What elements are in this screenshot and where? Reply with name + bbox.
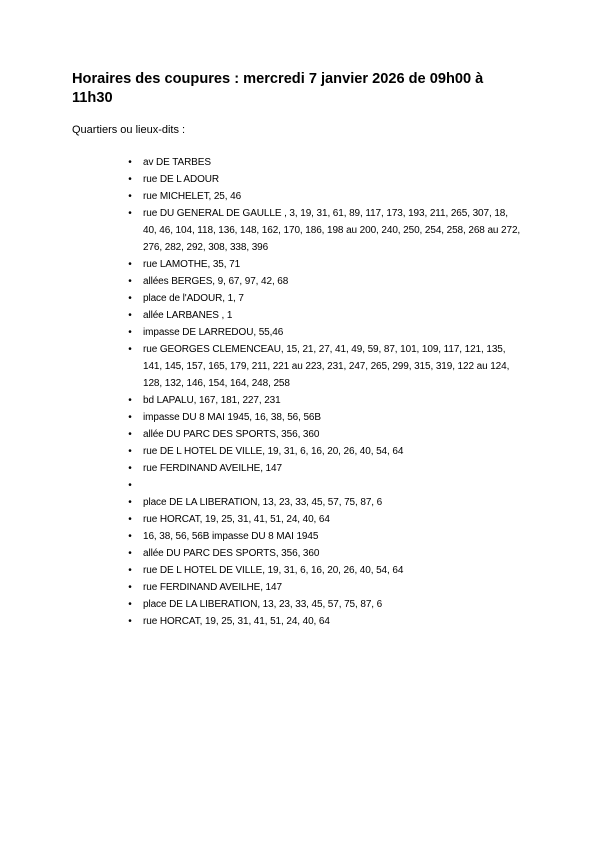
list-item-text: rue DE L ADOUR [143,174,220,185]
bullet-icon: • [128,616,132,627]
list-item [128,596,523,613]
bullet-icon: • [128,174,132,185]
list-item-text: bd LAPALU, 167, 181, 227, 231 [143,395,281,406]
list-item-text: av DE TARBES [143,157,211,168]
list-item-text: place de l'ADOUR, 1, 7 [143,293,244,304]
list-item [128,290,523,307]
list-item-text: impasse DU 8 MAI 1945, 16, 38, 56, 56B [143,412,321,423]
list-item [128,562,523,579]
bullet-icon: • [128,429,132,440]
bullet-icon: • [128,293,132,304]
list-item-text: 16, 38, 56, 56B impasse DU 8 MAI 1945 [143,531,319,542]
list-item-text: allée DU PARC DES SPORTS, 356, 360 [143,548,320,559]
bullet-icon: • [128,582,132,593]
list-item [128,154,523,171]
list-item-text: rue DU GENERAL DE GAULLE , 3, 19, 31, 61, 89, 117, 173, 193, 211, 265, 307, 18, 40, 46, 104, 118, 136, 148, 162, 170, 186, 198 au 200, 240, 250, 254, 258, 268 au 272, 276, 282, 292, 308, 338, 396 [143,208,521,253]
document-title: Horaires des coupures : mercredi 7 janvier 2026 de 09h00 à 11h30 [72,71,484,106]
street-list [128,154,523,630]
bullet-icon: • [128,208,132,219]
list-item [128,324,523,341]
list-item-text: rue HORCAT, 19, 25, 31, 41, 51, 24, 40, 64 [143,616,330,627]
list-item-text: rue DE L HOTEL DE VILLE, 19, 31, 6, 16, 20, 26, 40, 54, 64 [143,565,404,576]
bullet-icon: • [128,259,132,270]
bullet-icon: • [128,599,132,610]
list-item [128,494,523,511]
bullet-icon: • [128,565,132,576]
list-item [128,426,523,443]
list-item [128,273,523,290]
bullet-icon: • [128,446,132,457]
bullet-icon: • [128,497,132,508]
list-item-text: rue GEORGES CLEMENCEAU, 15, 21, 27, 41, 49, 59, 87, 101, 109, 117, 121, 135, 141, 145, 157, 165, 179, 211, 221 au 223, 231, 247, 265, 299, 315, 319, 122 au 124, 128, 132, 146, 154, 164, 248, 258 [143,344,510,389]
bullet-icon: • [128,531,132,542]
list-item [128,307,523,324]
list-item [128,477,523,494]
list-item [128,205,523,256]
list-item [128,171,523,188]
bullet-icon: • [128,480,132,491]
list-item [128,613,523,630]
list-item-text: rue MICHELET, 25, 46 [143,191,242,202]
intro-label: Quartiers ou lieux-dits : [72,124,186,136]
bullet-icon: • [128,412,132,423]
list-item-text: place DE LA LIBERATION, 13, 23, 33, 45, 57, 75, 87, 6 [143,599,383,610]
list-item [128,460,523,477]
list-item [128,579,523,596]
bullet-icon: • [128,310,132,321]
list-item [128,256,523,273]
list-item-text: allée LARBANES , 1 [143,310,233,321]
bullet-icon: • [128,276,132,287]
list-item-text [143,477,523,494]
list-item [128,392,523,409]
bullet-icon: • [128,191,132,202]
list-item-text: impasse DE LARREDOU, 55,46 [143,327,284,338]
bullet-icon: • [128,344,132,355]
list-item [128,188,523,205]
bullet-icon: • [128,514,132,525]
list-item [128,528,523,545]
list-item-text: rue LAMOTHE, 35, 71 [143,259,241,270]
list-item [128,341,523,392]
bullet-icon: • [128,327,132,338]
list-item [128,409,523,426]
bullet-icon: • [128,463,132,474]
list-item [128,443,523,460]
list-item-text: rue FERDINAND AVEILHE, 147 [143,582,282,593]
list-item [128,511,523,528]
list-item [128,545,523,562]
list-item-text: rue DE L HOTEL DE VILLE, 19, 31, 6, 16, 20, 26, 40, 54, 64 [143,446,404,457]
bullet-icon: • [128,157,132,168]
list-item-text: rue HORCAT, 19, 25, 31, 41, 51, 24, 40, 64 [143,514,330,525]
bullet-icon: • [128,548,132,559]
list-item-text: place DE LA LIBERATION, 13, 23, 33, 45, 57, 75, 87, 6 [143,497,383,508]
list-item-text: rue FERDINAND AVEILHE, 147 [143,463,282,474]
list-item-text: allées BERGES, 9, 67, 97, 42, 68 [143,276,289,287]
bullet-icon: • [128,395,132,406]
list-item-text: allée DU PARC DES SPORTS, 356, 360 [143,429,320,440]
